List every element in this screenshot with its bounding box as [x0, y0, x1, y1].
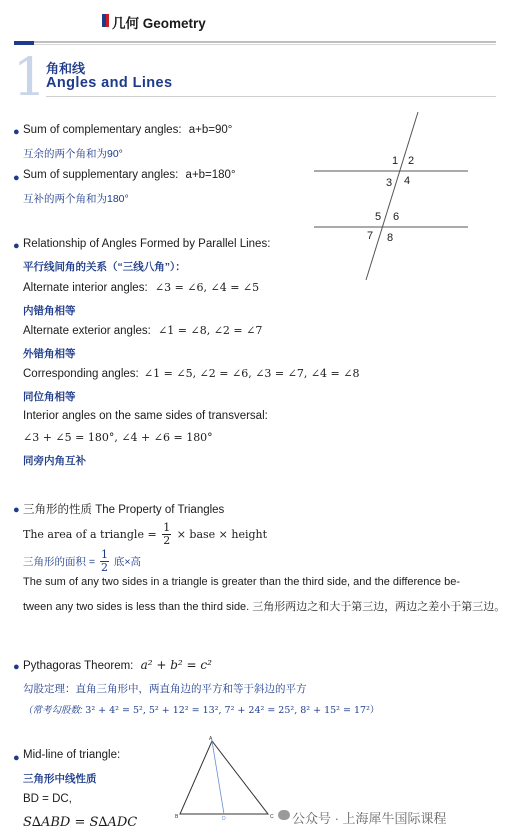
transversal-line — [366, 112, 418, 280]
watermark-text: 公众号 · 上海犀牛国际课程 — [292, 811, 447, 826]
header-title: 几何 Geometry — [112, 16, 206, 31]
area-prefix: The area of a triangle = — [23, 528, 157, 541]
midline-label: Mid-line of triangle: — [23, 749, 121, 761]
corresponding-label: Corresponding angles: — [23, 368, 139, 380]
vertex-label-a: A — [209, 736, 213, 742]
triangle-diagram — [172, 734, 282, 820]
angle-label-5: 5 — [375, 211, 382, 223]
midline-cn: 三角形中线性质 — [23, 773, 97, 785]
pythagoras-row — [23, 658, 212, 672]
sides-rule-line2: tween any two sides is less than the third side. 三角形两边之和大于第三边，两边之差小于第三边。 — [23, 601, 506, 613]
same-side-label: Interior angles on the same sides of transversal: — [23, 410, 268, 422]
complementary-label: Sum of complementary angles: — [23, 124, 182, 136]
bullet-icon: ● — [13, 126, 20, 138]
corresponding-cn: 同位角相等 — [23, 391, 76, 403]
angle-label-1: 1 — [392, 155, 399, 167]
bullet-icon: ● — [13, 504, 20, 516]
fraction-numerator: 1 — [163, 521, 171, 534]
alt-interior-cn: 内错角相等 — [23, 305, 76, 317]
bullet-icon: ● — [13, 172, 20, 184]
bullet-icon: ● — [13, 661, 20, 673]
header-rule — [14, 41, 496, 43]
sides-rule-line1: The sum of any two sides in a triangle is greater than the third side, and the difference be- — [23, 576, 460, 588]
triangle-area-formula — [23, 522, 267, 547]
alt-exterior-cn: 外错角相等 — [23, 348, 76, 360]
same-side-math: ∠3 + ∠5 = 180°, ∠4 + ∠6 = 180° — [23, 431, 213, 444]
angle-label-4: 4 — [404, 175, 411, 187]
alt-exterior-row — [23, 324, 262, 337]
bullet-icon: ● — [13, 240, 20, 252]
fraction-numerator: 1 — [100, 548, 108, 561]
pythagoras-note — [23, 702, 379, 716]
pythagoras-label: Pythagoras Theorem: — [23, 660, 134, 672]
fraction-denominator: 2 — [163, 534, 171, 547]
area-cn-suffix: 底×高 — [113, 556, 142, 568]
angle-label-7: 7 — [367, 230, 374, 242]
section-number: 1 — [13, 48, 47, 108]
area-suffix: × base × height — [176, 528, 268, 541]
midline-area-eq: S∆ABD = S∆ADC — [23, 815, 138, 830]
same-side-cn: 同旁内角互补 — [23, 455, 86, 467]
note-triples: 3² + 4² = 5², 5² + 12² = 13², 7² + 24² = 25², 8² + 15² = 17²） — [85, 705, 380, 716]
alt-interior-label: Alternate interior angles: — [23, 282, 148, 294]
parallel-heading-cn: 平行线间角的关系（“三线八角”）： — [23, 261, 186, 273]
section-title-cn: 角和线 — [46, 61, 86, 76]
vertex-label-b: B — [175, 814, 179, 820]
triangle-area-cn — [23, 549, 141, 574]
vertex-label-c: C — [270, 814, 274, 820]
area-fraction — [162, 522, 171, 547]
alt-exterior-label: Alternate exterior angles: — [23, 325, 151, 337]
pythagoras-formula: a² + b² = c² — [140, 658, 212, 672]
parallel-heading: Relationship of Angles Formed by Parallel Lines: — [23, 238, 271, 250]
header-rule-accent — [14, 41, 34, 45]
header-accent-bar-red — [106, 14, 109, 27]
complementary-cn: 互余的两个角和为90° — [23, 148, 123, 160]
supplementary-label: Sum of supplementary angles: — [23, 169, 179, 181]
fraction-denominator: 2 — [100, 561, 108, 574]
supplementary-cn: 互补的两个角和为180° — [23, 193, 129, 205]
section-title-en: Angles and Lines — [46, 75, 173, 91]
area-cn-prefix: 三角形的面积 = — [23, 556, 96, 568]
supplementary-row — [23, 169, 236, 181]
complementary-formula: a+b=90° — [188, 124, 233, 136]
triangle-shape — [180, 741, 268, 814]
section-rule — [46, 96, 496, 97]
angle-label-8: 8 — [387, 232, 394, 244]
vertex-label-d: D — [222, 816, 226, 820]
note-prefix: （常考勾股数: — [23, 705, 83, 716]
bullet-icon: ● — [13, 752, 20, 764]
angle-label-3: 3 — [386, 177, 393, 189]
header-rule-thin — [14, 44, 496, 45]
median-line — [212, 741, 224, 814]
wechat-icon — [278, 810, 290, 820]
angle-label-2: 2 — [408, 155, 415, 167]
alt-exterior-math: ∠1 = ∠8, ∠2 = ∠7 — [158, 324, 263, 337]
triangles-heading: 三角形的性质 The Property of Triangles — [23, 504, 225, 516]
pythagoras-cn: 勾股定理：直角三角形中，两直角边的平方和等于斜边的平方 — [23, 683, 307, 695]
alt-interior-row — [23, 281, 259, 294]
midline-eq: BD = DC, — [23, 793, 72, 805]
corresponding-row — [23, 367, 359, 380]
parallel-lines-diagram — [308, 110, 498, 290]
complementary-row — [23, 124, 232, 136]
supplementary-formula: a+b=180° — [185, 169, 236, 181]
corresponding-math: ∠1 = ∠5, ∠2 = ∠6, ∠3 = ∠7, ∠4 = ∠8 — [143, 367, 360, 380]
alt-interior-math: ∠3 = ∠6, ∠4 = ∠5 — [154, 281, 260, 294]
angle-label-6: 6 — [393, 211, 400, 223]
area-cn-fraction — [100, 549, 109, 574]
